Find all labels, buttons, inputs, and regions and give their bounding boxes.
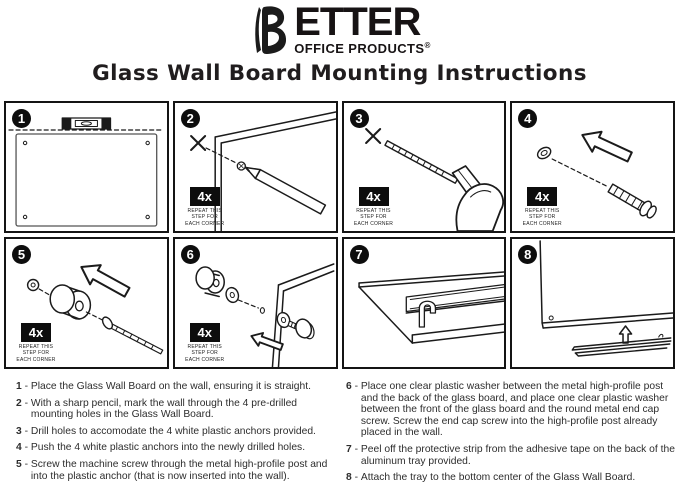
repeat-count-badge: 4x xyxy=(21,323,51,342)
glass-hole-icon xyxy=(260,308,264,314)
pencil-icon xyxy=(246,168,326,214)
repeat-count-badge: 4x xyxy=(190,323,220,342)
high-profile-post-icon xyxy=(50,285,90,319)
plastic-anchor-icon xyxy=(608,184,658,219)
glass-board-icon xyxy=(540,241,673,328)
page-title: Glass Wall Board Mounting Instructions xyxy=(92,61,587,86)
step-panels-grid xyxy=(4,101,675,369)
repeat-note: 4x REPEAT THIS STEP FOR EACH CORNER xyxy=(353,188,394,227)
up-arrow-icon xyxy=(620,326,632,343)
instructions-column-left xyxy=(16,381,340,489)
drill-bit-icon xyxy=(384,141,457,183)
step-panel-8 xyxy=(510,237,675,369)
book-b-logo-icon xyxy=(248,4,292,56)
step-panel-7 xyxy=(342,237,507,369)
instruction-item: 5 - Screw the machine screw through the metal high-profile post and into the plastic anchor (that is now inserted into the wall). xyxy=(16,458,328,482)
step-number-badge: 2 xyxy=(181,109,200,128)
instructions-section xyxy=(16,381,675,489)
brand-tagline: OFFICE PRODUCTS® xyxy=(294,41,431,56)
machine-screw-icon xyxy=(101,315,163,354)
instruction-item: 1 - Place the Glass Wall Board on the wall, ensuring it is straight. xyxy=(16,381,311,392)
repeat-note: 4x REPEAT THIS STEP FOR EACH CORNER xyxy=(16,324,56,363)
instruction-item: 3 - Drill holes to accomodate the 4 white plastic anchors provided. xyxy=(16,425,316,437)
step-number-badge: 8 xyxy=(518,245,537,264)
instruction-item: 2 - With a sharp pencil, mark the wall through the 4 pre-drilled mounting holes in the Glass Wall Board. xyxy=(16,397,298,421)
x-mark-icon xyxy=(366,129,380,143)
instruction-item: 7 - Peel off the protective strip from the adhesive tape on the back of the aluminum tray provided. xyxy=(346,443,675,467)
instructions-column-right xyxy=(346,381,675,489)
step-number-badge: 7 xyxy=(350,245,369,264)
instruction-item: 4 - Push the 4 white plastic anchors into the newly drilled holes. xyxy=(16,442,306,454)
attach-tray-illustration xyxy=(512,239,673,367)
step-panel-6 xyxy=(173,237,338,369)
repeat-note: 4x REPEAT THIS STEP FOR EACH CORNER xyxy=(522,188,562,227)
washer-icon xyxy=(224,286,240,304)
instruction-item: 8 - Attach the tray to the bottom center of the Glass Wall Board. xyxy=(346,472,636,484)
step-number-badge: 1 xyxy=(12,109,31,128)
step-number-badge: 5 xyxy=(12,245,31,264)
wall-hole-icon xyxy=(536,145,553,161)
direction-arrow-icon xyxy=(76,257,132,301)
pre-drilled-hole-icon xyxy=(237,162,245,170)
step-panel-3 xyxy=(342,101,507,233)
repeat-count-badge: 4x xyxy=(190,187,220,206)
brand-name: ETTER xyxy=(294,0,421,44)
repeat-note: 4x REPEAT THIS STEP FOR EACH CORNER xyxy=(185,188,225,227)
peeled-strip-icon xyxy=(419,301,435,327)
washer-icon xyxy=(28,280,39,291)
step-panel-1 xyxy=(4,101,169,233)
step-number-badge: 4 xyxy=(518,109,537,128)
step-panel-2 xyxy=(173,101,338,233)
step-number-badge: 6 xyxy=(181,245,200,264)
repeat-count-badge: 4x xyxy=(527,187,557,206)
step-number-badge: 3 xyxy=(350,109,369,128)
direction-arrow-icon xyxy=(249,330,284,354)
aluminum-tray-icon xyxy=(573,334,671,356)
repeat-note: 4x REPEAT THIS STEP FOR EACH CORNER xyxy=(185,324,225,363)
brand-logo xyxy=(0,0,679,56)
instruction-item: 6 - Place one clear plastic washer between the metal high-profile post and the back of the glass board, and place one clear plastic washer between the front of the glass board and the round metal end cap screw. Screw the end cap screw into the high-profile post already placed in the wall. xyxy=(346,381,669,439)
step-panel-4 xyxy=(510,101,675,233)
repeat-count-badge: 4x xyxy=(359,187,389,206)
x-mark-icon xyxy=(191,136,205,150)
end-cap-screw-icon xyxy=(288,317,316,340)
registered-mark: ® xyxy=(424,41,431,50)
direction-arrow-icon xyxy=(578,125,635,167)
drill-body-icon xyxy=(452,166,503,231)
step-panel-5 xyxy=(4,237,169,369)
high-profile-post-icon xyxy=(196,267,224,297)
level-icon xyxy=(62,118,110,129)
